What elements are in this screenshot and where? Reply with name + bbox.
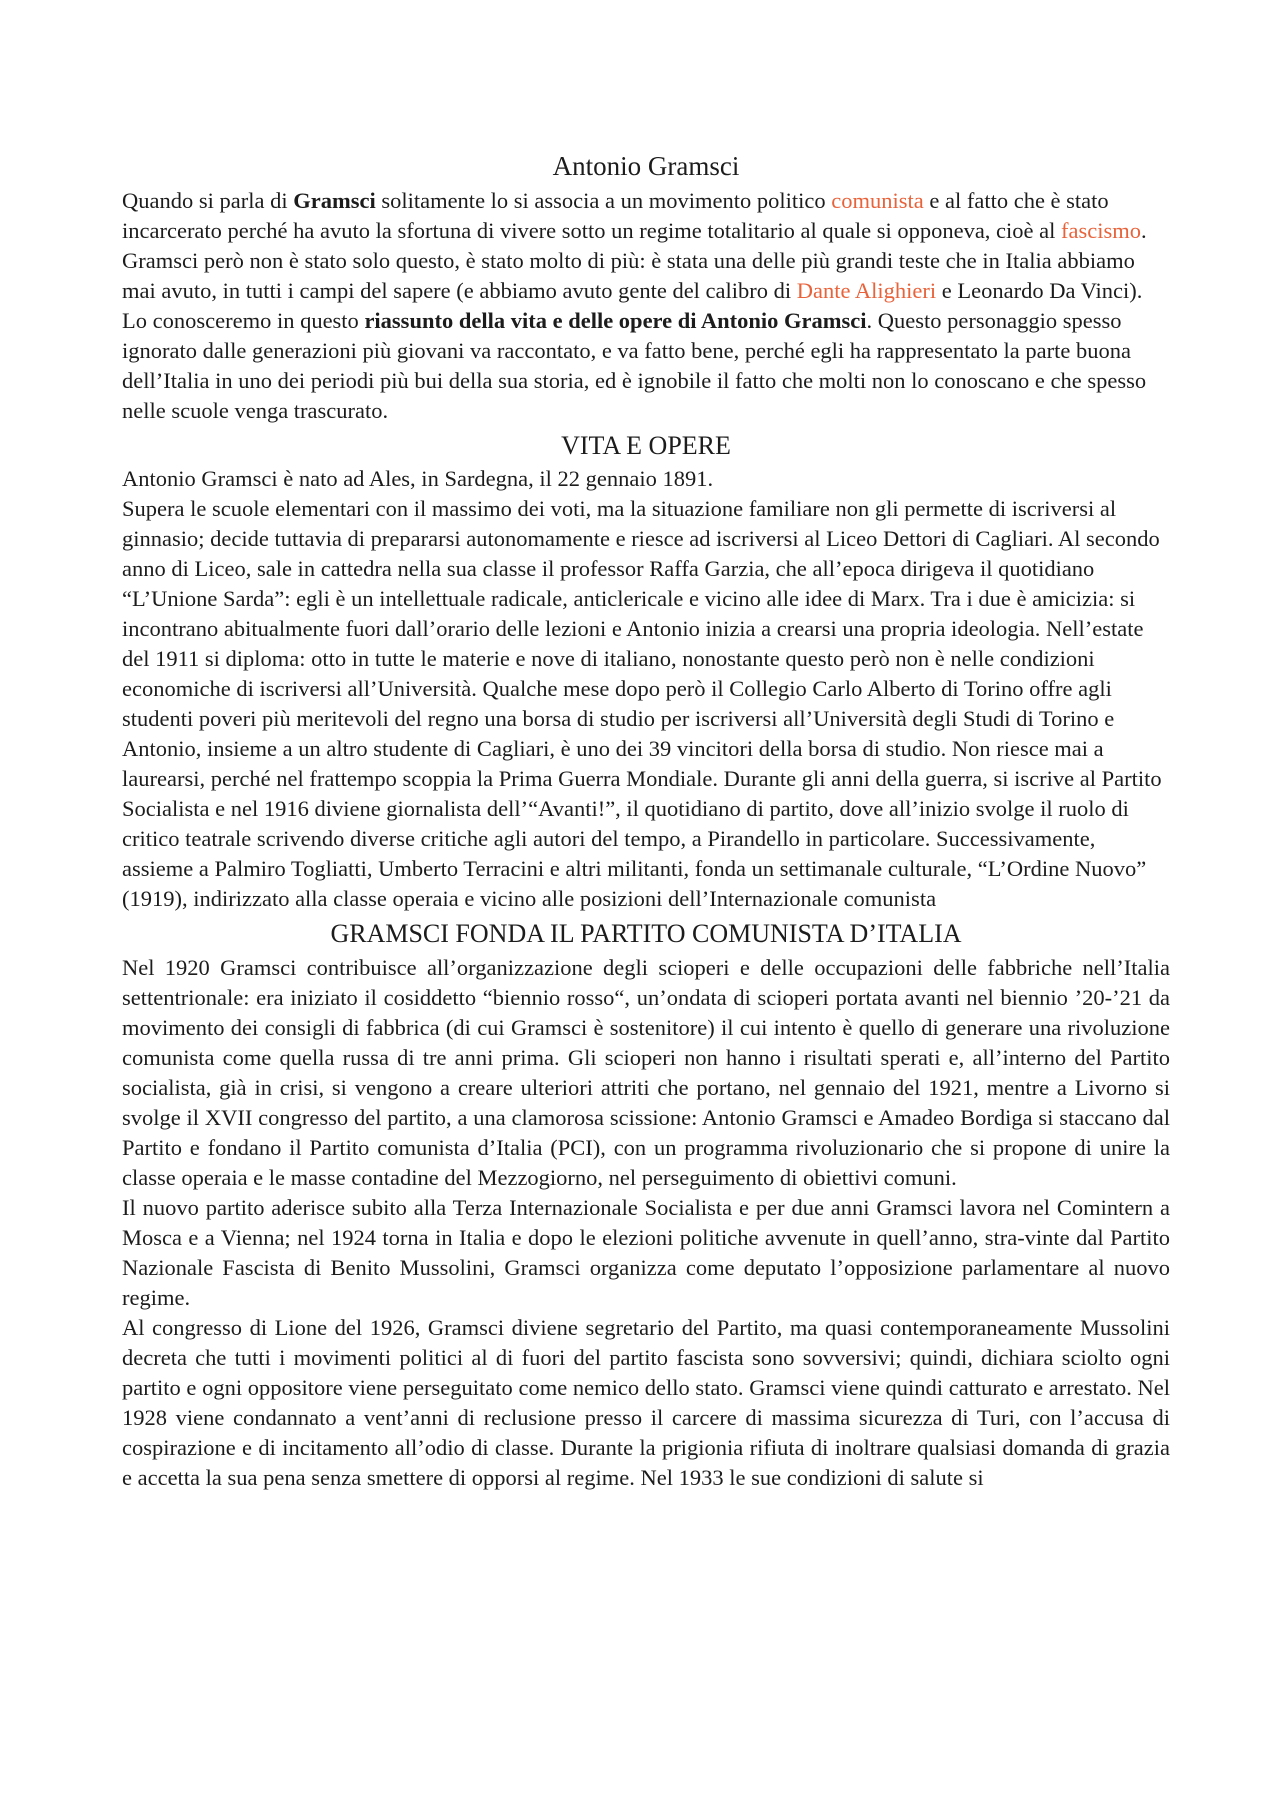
document-page: [122, 150, 1170, 1493]
intro-text: . Gramsci però non è stato solo questo, è stato molto di più: è stata una delle più grandi teste che in Italia abbiamo mai avuto, in tutti i campi del sapere (e abbiamo avuto gente del calibro di: [122, 217, 1147, 303]
intro-bold-riassunto: riassunto della vita e delle opere di Antonio Gramsci: [364, 307, 867, 333]
section-heading-pci: GRAMSCI FONDA IL PARTITO COMUNISTA D’ITALIA: [330, 919, 962, 949]
paragraph-biennio-rosso: Nel 1920 Gramsci contribuisce all’organizzazione degli scioperi e delle occupazioni delle fabbriche nell’Italia settentrionale: era iniziato il cosiddetto “biennio rosso“, un’ondata di scioperi portata avanti nel biennio ’20-’21 da movimento dei consigli di fabbrica (di cui Gramsci è sostenitore) il cui intento è quello di generare una rivoluzione comunista come quella russa di tre anni prima. Gli scioperi non hanno i risultati sperati e, all’interno del Partito socialista, già in crisi, si vengono a creare ulteriori attriti che portano, nel gennaio del 1921, mentre a Livorno si svolge il XVII congresso del partito, a una clamorosa scissione: Antonio Gramsci e Amadeo Bordiga si staccano dal Partito e fondano il Partito comunista d’Italia (PCI), con un programma rivoluzionario che si propone di unire la classe operaia e le masse contadine del Mezzogiorno, nel perseguimento di obiettivi comuni.: [122, 954, 1170, 1190]
intro-text: Quando si parla di: [122, 187, 294, 213]
section-heading-vita-e-opere: VITA E OPERE: [561, 430, 731, 460]
page-title: Antonio Gramsci: [552, 151, 740, 181]
intro-bold-gramsci: Gramsci: [293, 187, 376, 213]
intro-paragraph: [122, 186, 1170, 426]
intro-text: e al fatto che è stato incarcerato perché ha avuto la sfortuna di vivere sotto un regime totalitario al quale si opponeva, cioè al: [122, 187, 1109, 243]
paragraph-biography: Supera le scuole elementari con il massimo dei voti, ma la situazione familiare non gli permette di iscriversi al ginnasio; decide tuttavia di prepararsi autonomamente e riesce ad iscriversi al Liceo Dettori di Cagliari. Al secondo anno di Liceo, sale in cattedra nella sua classe il professor Raffa Garzia, che all’epoca dirigeva il quotidiano “L’Unione Sarda”: egli è un intellettuale radicale, anticlericale e vicino alle idee di Marx. Tra i due è amicizia: si incontrano abitualmente fuori dall’orario delle lezioni e Antonio inizia a crearsi una propria ideologia. Nell’estate del 1911 si diploma: otto in tutte le materie e nove di italiano, nonostante questo però non è nelle condizioni economiche di iscriversi all’Università. Qualche mese dopo però il Collegio Carlo Alberto di Torino offre agli studenti poveri più meritevoli del regno una borsa di studio per iscriversi all’Università degli Studi di Torino e Antonio, insieme a un altro studente di Cagliari, è uno dei 39 vincitori della borsa di studio. Non riesce mai a laurearsi, perché nel frattempo scoppia la Prima Guerra Mondiale. Durante gli anni della guerra, si iscrive al Partito Socialista e nel 1916 diviene giornalista dell’“Avanti!”, il quotidiano di partito, dove all’inizio svolge il ruolo di critico teatrale scrivendo diverse critiche agli autori del tempo, a Pirandello in particolare. Successivamente, assieme a Palmiro Togliatti, Umberto Terracini e altri militanti, fonda un settimanale culturale, “L’Ordine Nuovo” (1919), indirizzato alla classe operaia e vicino alle posizioni dell’Internazionale comunista: [122, 496, 1162, 912]
intro-text: e Leonardo Da Vinci). Lo conosceremo in questo: [122, 277, 1143, 333]
intro-text: . Questo personaggio spesso ignorato dalle generazioni più giovani va raccontato, e va fatto bene, perché egli ha rappresentato la parte buona dell’Italia in uno dei periodi più bui della sua storia, ed è ignobile il fatto che molti non lo conoscano e che spesso nelle scuole venga trascurato.: [122, 307, 1147, 423]
paragraph-arrest: Al congresso di Lione del 1926, Gramsci diviene segretario del Partito, ma quasi contemporaneamente Mussolini decreta che tutti i movimenti politici al di fuori del partito fascista sono sovversivi; quindi, dichiara sciolto ogni partito e ogni oppositore viene perseguitato come nemico dello stato. Gramsci viene quindi catturato e arrestato. Nel 1928 viene condannato a vent’anni di reclusione presso il carcere di massima sicurezza di Turi, con l’accusa di cospirazione e di incitamento all’odio di classe. Durante la prigionia rifiuta di inoltrare qualsiasi domanda di grazia e accetta la sua pena senza smettere di opporsi al regime. Nel 1933 le sue condizioni di salute si: [122, 1314, 1170, 1490]
paragraph-comintern: Il nuovo partito aderisce subito alla Terza Internazionale Socialista e per due anni Gramsci lavora nel Comintern a Mosca e a Vienna; nel 1924 torna in Italia e dopo le elezioni politiche avvenute in quell’anno, stra-vinte dal Partito Nazionale Fascista di Benito Mussolini, Gramsci organizza come deputato l’opposizione parlamentare al nuovo regime.: [122, 1194, 1170, 1310]
paragraph-birth: Antonio Gramsci è nato ad Ales, in Sardegna, il 22 gennaio 1891.: [122, 466, 714, 492]
link-comunista[interactable]: comunista: [831, 187, 924, 213]
link-fascismo[interactable]: fascismo: [1061, 217, 1141, 243]
intro-text: solitamente lo si associa a un movimento politico: [375, 187, 832, 213]
link-dante-alighieri[interactable]: Dante Alighieri: [796, 277, 937, 303]
